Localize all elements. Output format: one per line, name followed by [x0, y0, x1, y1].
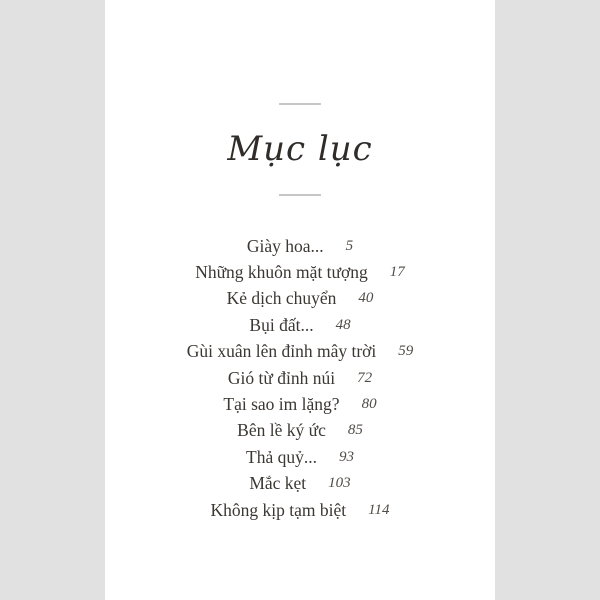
- toc-entry-page-number: 17: [389, 264, 405, 281]
- toc-entry-title: Thả quỷ...: [246, 446, 317, 467]
- toc-row: [187, 471, 414, 497]
- toc-entry-page-number: 40: [358, 290, 374, 307]
- toc-row: [187, 365, 414, 391]
- toc-row: [187, 497, 414, 523]
- toc-entry-title: Không kịp tạm biệt: [210, 499, 347, 520]
- page-title: Mục lục: [227, 129, 373, 169]
- toc-row: [187, 312, 414, 338]
- toc-entry-page-number: 80: [361, 396, 377, 413]
- toc-entry-title: Gió từ đỉnh núi: [227, 367, 336, 388]
- toc-entry-title: Bụi đất...: [249, 314, 314, 335]
- toc-entry-title: Gùi xuân lên đỉnh mây trời: [186, 341, 377, 362]
- toc-row: [187, 339, 414, 365]
- bottom-divider-rule: [279, 194, 321, 196]
- toc-entry-page-number: 114: [368, 501, 390, 518]
- toc-entry-page-number: 103: [328, 475, 351, 492]
- toc-entry-page-number: 93: [338, 448, 354, 465]
- toc-entry-title: Kẻ dịch chuyển: [226, 288, 337, 309]
- toc-entry-title: Bên lề ký ức: [237, 420, 326, 441]
- toc-list: [187, 233, 414, 523]
- toc-row: [187, 259, 414, 285]
- toc-entry-title: Mắc kẹt: [249, 473, 307, 494]
- toc-entry-title: Những khuôn mặt tượng: [195, 262, 368, 283]
- toc-row: [187, 444, 414, 470]
- toc-entry-page-number: 48: [335, 316, 351, 333]
- toc-entry-page-number: 85: [347, 422, 363, 439]
- toc-row: [187, 233, 414, 259]
- toc-entry-page-number: 59: [398, 343, 414, 360]
- toc-entry-page-number: 72: [357, 369, 373, 386]
- toc-row: [187, 418, 414, 444]
- toc-entry-title: Giày hoa...: [246, 235, 324, 256]
- book-page: [105, 0, 495, 600]
- toc-entry-title: Tại sao im lặng?: [223, 394, 340, 415]
- toc-row: [187, 286, 414, 312]
- toc-entry-page-number: 5: [345, 237, 354, 254]
- toc-row: [187, 391, 414, 417]
